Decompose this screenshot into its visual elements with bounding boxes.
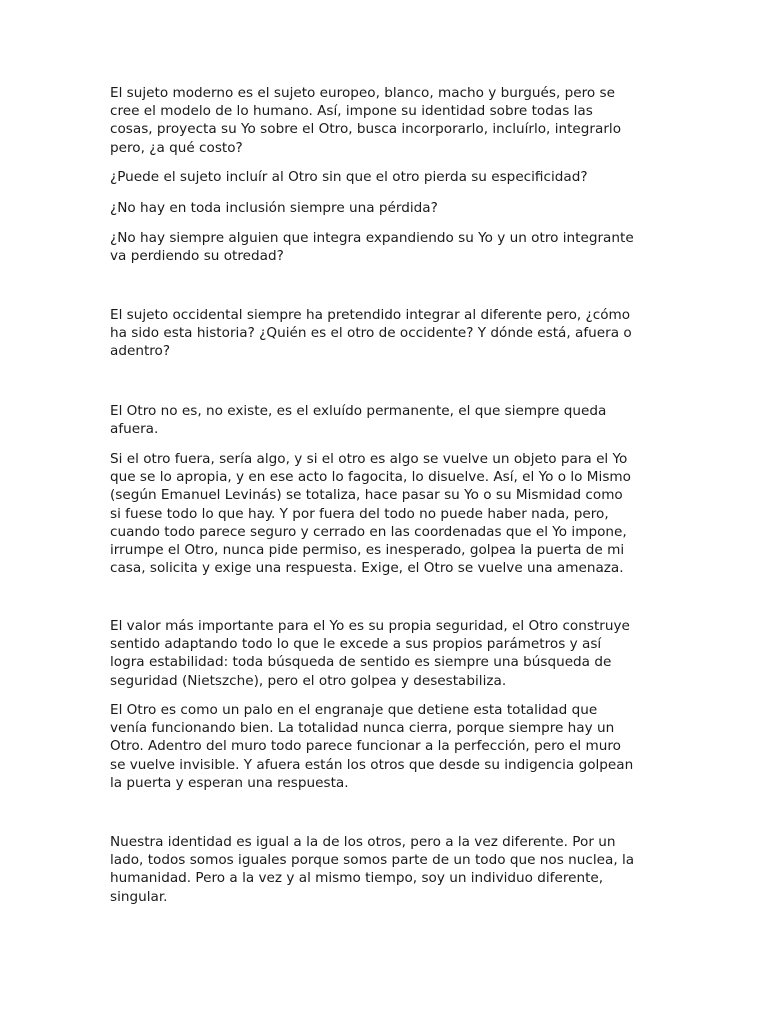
text-line: El Otro no es, no existe, es el exluído permanente, el que siempre queda	[110, 403, 607, 419]
paragraph-8	[110, 617, 670, 690]
text-line: Si el otro fuera, sería algo, y si el otro es algo se vuelve un objeto para el Yo	[110, 451, 628, 467]
text-line: logra estabilidad: toda búsqueda de sentido es siempre una búsqueda de	[110, 654, 612, 671]
text-line: que se lo apropia, y en ese acto lo fagocita, lo disuelve. Así, el Yo o lo Mismo	[110, 469, 631, 486]
paragraph-10	[110, 833, 670, 906]
text-line: ha sido esta historia? ¿Quién es el otro de occidente? Y dónde está, afuera o	[110, 325, 632, 342]
paragraph-3	[110, 199, 670, 217]
text-line: Nuestra identidad es igual a la de los otros, pero a la vez diferente. Por un	[110, 834, 616, 850]
paragraph-2	[110, 168, 670, 186]
paragraph-4	[110, 229, 670, 265]
text-line: se vuelve invisible. Y afuera están los otros que desde su indigencia golpean	[110, 756, 634, 773]
paragraph-6	[110, 402, 670, 438]
text-line: (según Emanuel Levinás) se totaliza, hace pasar su Yo o su Mismidad como	[110, 487, 623, 504]
text-line: Otro. Adentro del muro todo parece funcionar a la perfección, pero el muro	[110, 738, 621, 755]
text-line: El valor más importante para el Yo es su propia seguridad, el Otro construye	[110, 618, 630, 634]
text-line: ¿No hay siempre alguien que integra expandiendo su Yo y un otro integrante	[110, 230, 634, 246]
text-line: adentro?	[110, 343, 171, 360]
text-line: irrumpe el Otro, nunca pide permiso, es inesperado, golpea la puerta de mi	[110, 541, 625, 558]
text-line: sentido adaptando todo lo que le excede a sus propios parámetros y así	[110, 636, 602, 653]
text-line: lado, todos somos iguales porque somos parte de un todo que nos nuclea, la	[110, 852, 635, 869]
text-line: si fuese todo lo que hay. Y por fuera del todo no puede haber nada, pero,	[110, 505, 609, 522]
text-line: cosas, proyecta su Yo sobre el Otro, busca incorporarlo, incluírlo, integrarlo	[110, 121, 622, 138]
text-line: pero, ¿a qué costo?	[110, 139, 243, 156]
text-line: seguridad (Nietszche), pero el otro golpea y desestabiliza.	[110, 672, 507, 689]
text-line: casa, solicita y exige una respuesta. Exige, el Otro se vuelve una amenaza.	[110, 560, 624, 577]
text-line: El sujeto moderno es el sujeto europeo, blanco, macho y burgués, pero se	[110, 85, 615, 101]
text-line: la puerta y esperan una respuesta.	[110, 774, 349, 791]
text-line: venía funcionando bien. La totalidad nunca cierra, porque siempre hay un	[110, 720, 615, 737]
paragraph-5	[110, 306, 670, 361]
text-line: cuando todo parece seguro y cerrado en las coordenadas que el Yo impone,	[110, 523, 627, 540]
paragraph-9	[110, 701, 670, 792]
text-line: ¿Puede el sujeto incluír al Otro sin que el otro pierda su especificidad?	[110, 169, 588, 185]
text-line: va perdiendo su otredad?	[110, 248, 284, 265]
text-line: ¿No hay en toda inclusión siempre una pérdida?	[110, 200, 438, 216]
text-line: singular.	[110, 888, 168, 905]
text-line: El sujeto occidental siempre ha pretendido integrar al diferente pero, ¿cómo	[110, 307, 631, 323]
paragraph-7	[110, 450, 670, 577]
text-line: cree el modelo de lo humano. Así, impone su identidad sobre todas las	[110, 103, 593, 120]
paragraph-1	[110, 84, 670, 157]
text-line: El Otro es como un palo en el engranaje que detiene esta totalidad que	[110, 702, 598, 718]
text-line: humanidad. Pero a la vez y al mismo tiempo, soy un individuo diferente,	[110, 870, 604, 887]
text-line: afuera.	[110, 421, 159, 438]
